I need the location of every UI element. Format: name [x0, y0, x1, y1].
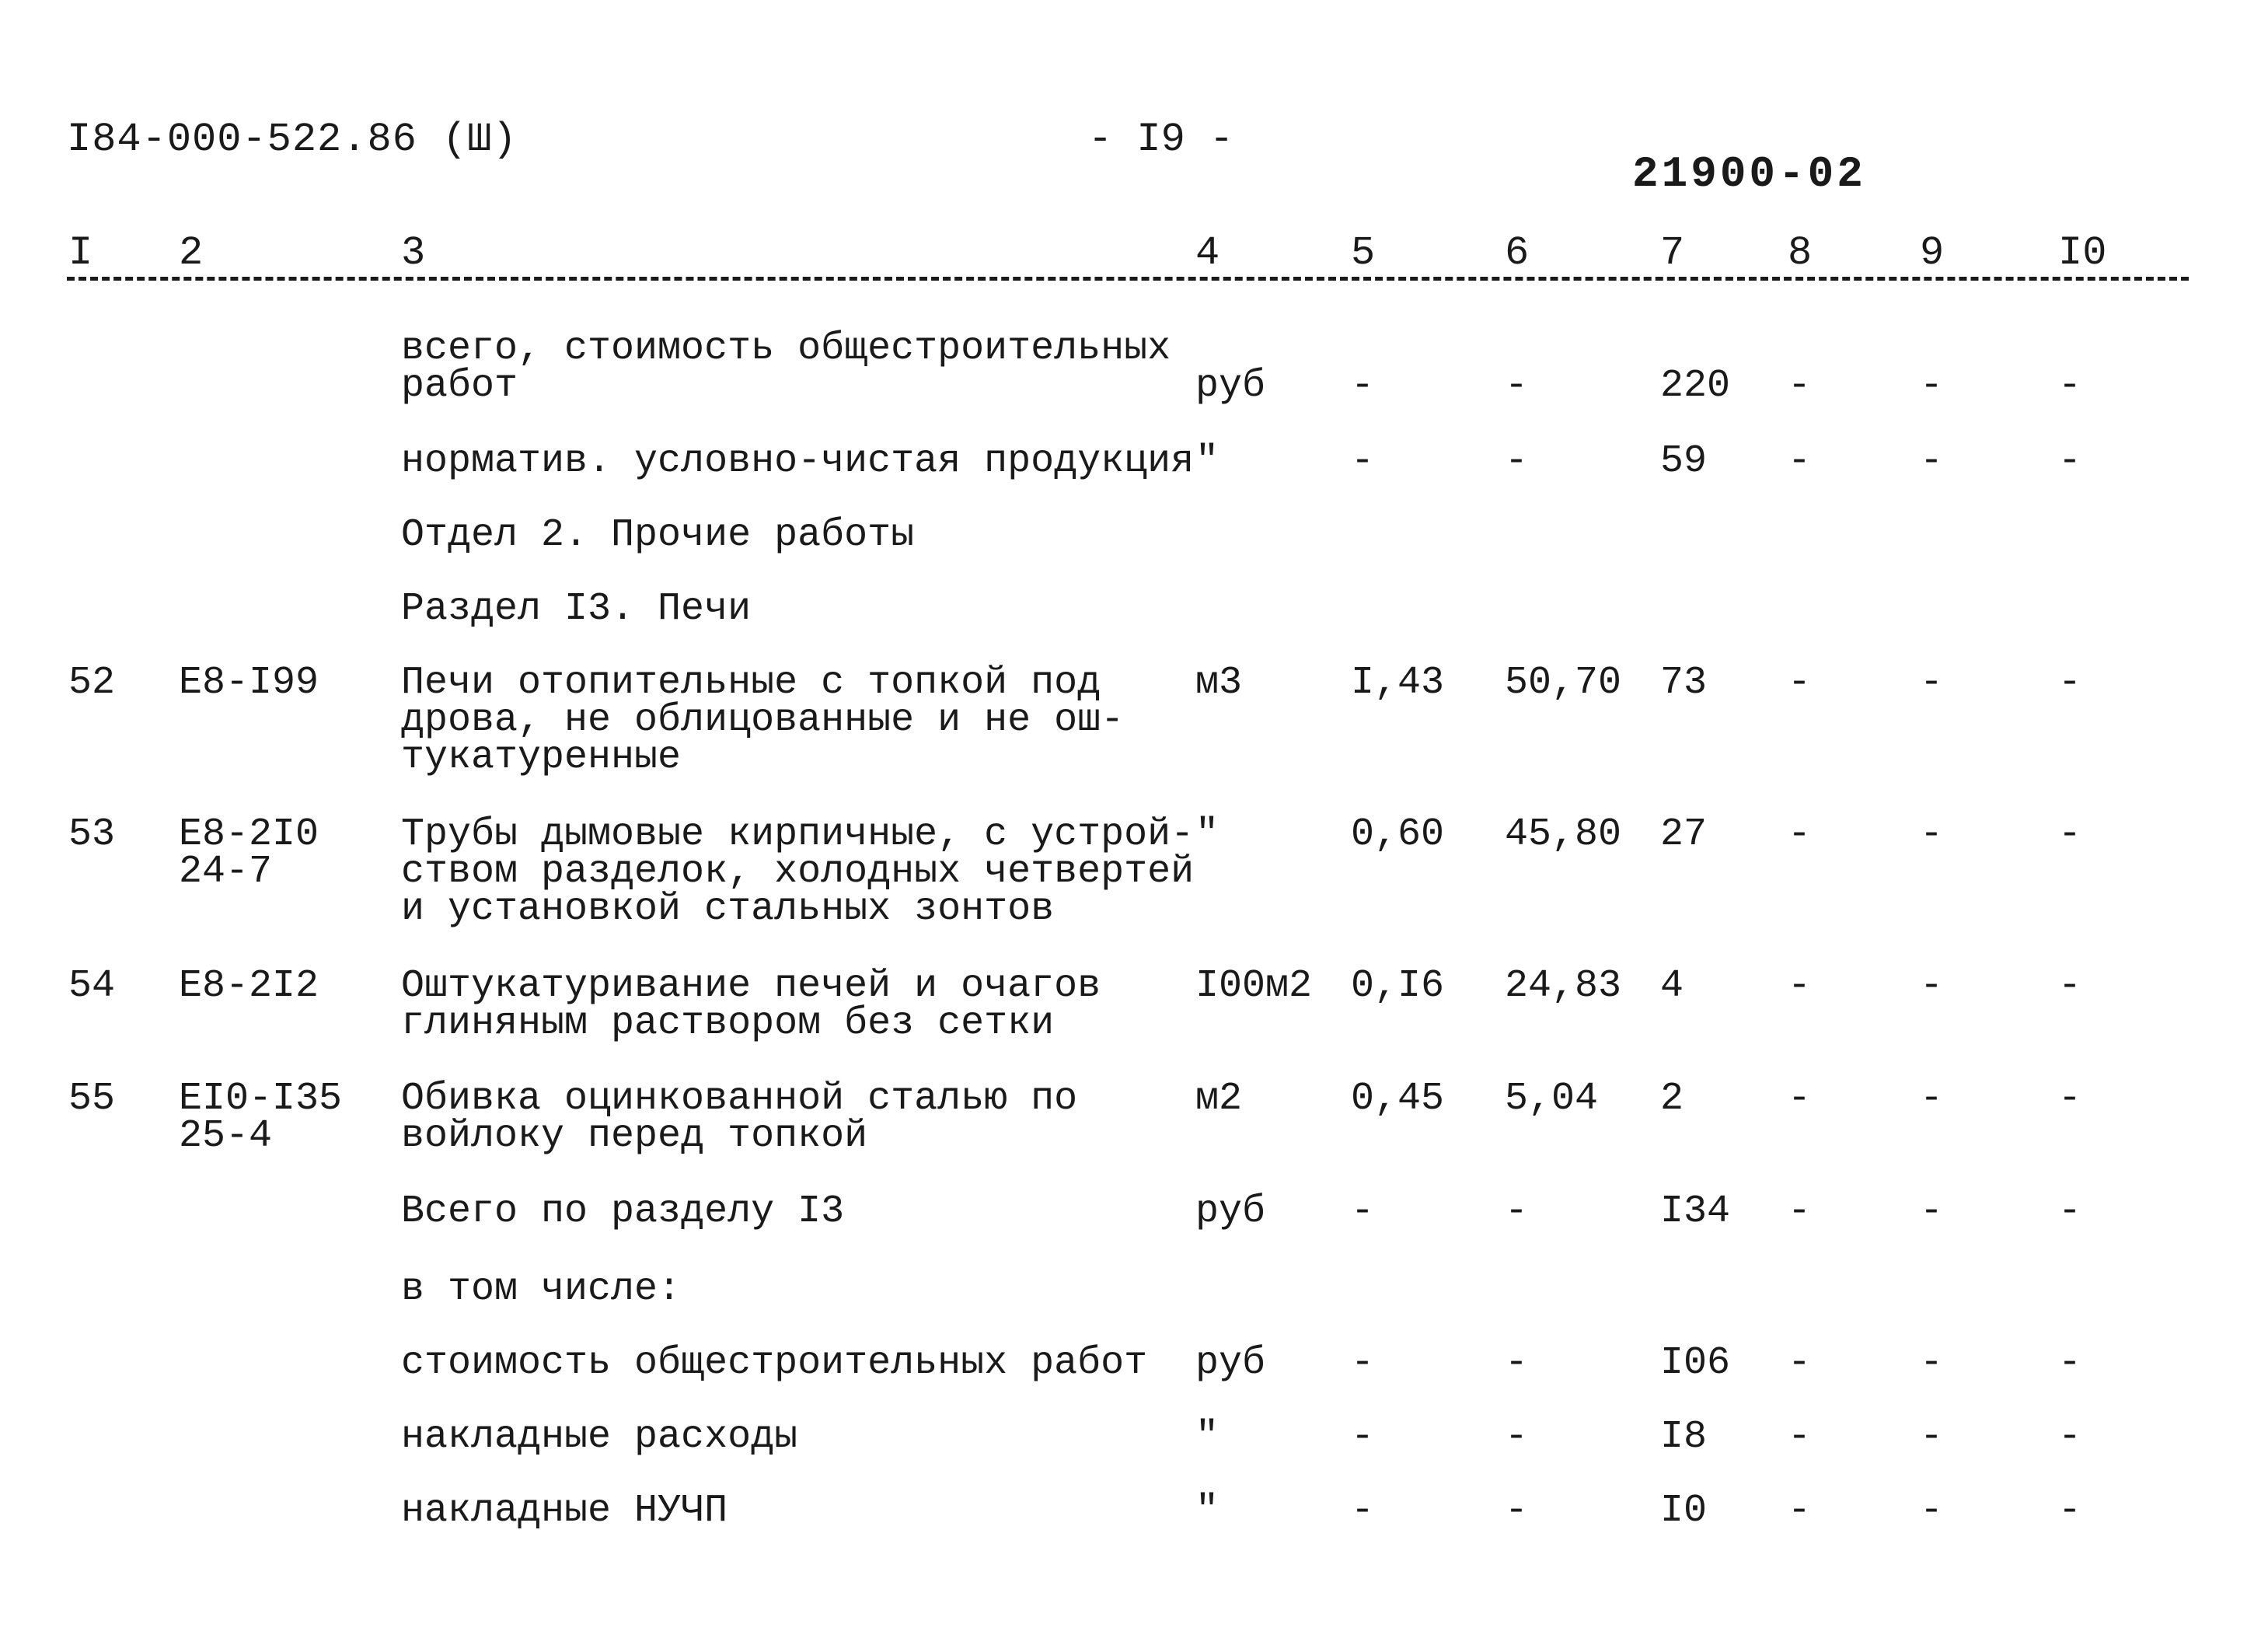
quantity: 0,I6 [1351, 964, 1445, 1008]
row-number: 55 [68, 1077, 116, 1121]
description-line: тукатуренные [401, 735, 682, 780]
column-number: 6 [1505, 230, 1530, 276]
document-code: I84-000-522.86 (Ш) [67, 117, 518, 162]
column-number: I0 [2058, 230, 2107, 276]
unit-price: - [1505, 1415, 1529, 1459]
unit: I00м2 [1195, 964, 1313, 1008]
work-description [401, 812, 1195, 931]
norm-code: Е8-I99 [179, 661, 319, 705]
col-10-value: - [2058, 1077, 2082, 1121]
description-line: Отдел 2. Прочие работы [401, 513, 915, 557]
column-number: I [68, 230, 93, 276]
total-cost: 4 [1660, 964, 1684, 1008]
col-8-value: - [1788, 1415, 1812, 1459]
column-number: 5 [1351, 230, 1376, 276]
total-cost: 27 [1660, 812, 1708, 857]
work-description [401, 661, 1125, 780]
unit-price: - [1505, 1489, 1529, 1533]
quantity: 0,60 [1351, 812, 1445, 857]
description-line: в том числе: [401, 1267, 682, 1311]
norm-code: Е8-2I0 24-7 [179, 812, 319, 894]
unit-price: - [1505, 1189, 1529, 1234]
description-line: Всего по разделу I3 [401, 1189, 845, 1234]
unit: " [1195, 439, 1219, 484]
col-9-value: - [1920, 661, 1944, 705]
col-9-value: - [1920, 1415, 1944, 1459]
col-9-value: - [1920, 1189, 1944, 1234]
unit-price: 45,80 [1505, 812, 1622, 857]
work-description [401, 1267, 682, 1311]
col-9-value: - [1920, 812, 1944, 857]
quantity: - [1351, 1189, 1375, 1234]
total-cost: 2 [1660, 1077, 1684, 1121]
row-number: 53 [68, 812, 116, 857]
unit: руб [1195, 364, 1266, 408]
column-number: 9 [1920, 230, 1945, 276]
work-description [401, 1415, 798, 1459]
description-line: норматив. условно-чистая продукция [401, 439, 1195, 484]
work-description [401, 439, 1195, 484]
quantity: 0,45 [1351, 1077, 1445, 1121]
column-number: 4 [1195, 230, 1220, 276]
work-description [401, 1341, 1148, 1385]
column-number: 3 [401, 230, 426, 276]
row-number: 54 [68, 964, 116, 1008]
column-number-header [0, 230, 2268, 277]
col-10-value: - [2058, 364, 2082, 408]
col-8-value: - [1788, 661, 1812, 705]
unit-price: - [1505, 439, 1529, 484]
work-description [401, 1077, 1078, 1158]
col-8-value: - [1788, 364, 1812, 408]
col-8-value: - [1788, 1489, 1812, 1533]
total-cost: I06 [1660, 1341, 1731, 1385]
description-line: стоимость общестроительных работ [401, 1341, 1148, 1385]
page-number: - I9 - [1088, 117, 1234, 162]
unit: " [1195, 1489, 1219, 1533]
description-line: ством разделок, холодных четвертей [401, 850, 1195, 894]
description-line: и установкой стальных зонтов [401, 887, 1055, 931]
col-10-value: - [2058, 1189, 2082, 1234]
document-stamp: 21900-02 [1632, 149, 1866, 199]
work-description [401, 964, 1101, 1046]
description-line: накладные НУЧП [401, 1489, 728, 1533]
col-8-value: - [1788, 1341, 1812, 1385]
description-line: Обивка оцинкованной сталью по [401, 1077, 1078, 1121]
description-line: войлоку перед топкой [401, 1114, 868, 1158]
col-8-value: - [1788, 1077, 1812, 1121]
unit: " [1195, 1415, 1219, 1459]
quantity: - [1351, 364, 1375, 408]
col-9-value: - [1920, 1489, 1944, 1533]
col-9-value: - [1920, 964, 1944, 1008]
description-line: накладные расходы [401, 1415, 798, 1459]
unit: " [1195, 812, 1219, 857]
norm-code: ЕI0-I35 25-4 [179, 1077, 343, 1158]
norm-code: Е8-2I2 [179, 964, 319, 1008]
col-10-value: - [2058, 661, 2082, 705]
unit-price: 24,83 [1505, 964, 1622, 1008]
total-cost: 59 [1660, 439, 1708, 484]
total-cost: 220 [1660, 364, 1731, 408]
col-8-value: - [1788, 1189, 1812, 1234]
quantity: - [1351, 1415, 1375, 1459]
col-10-value: - [2058, 1415, 2082, 1459]
total-cost: I34 [1660, 1189, 1731, 1234]
row-number: 52 [68, 661, 116, 705]
column-number: 7 [1660, 230, 1685, 276]
description-line: Раздел I3. Печи [401, 587, 752, 631]
description-line: Трубы дымовые кирпичные, с устрой- [401, 812, 1195, 857]
description-line: глиняным раствором без сетки [401, 1001, 1055, 1046]
total-cost: I0 [1660, 1489, 1708, 1533]
quantity: I,43 [1351, 661, 1445, 705]
col-10-value: - [2058, 964, 2082, 1008]
description-line: Оштукатуривание печей и очагов [401, 964, 1101, 1008]
quantity: - [1351, 1489, 1375, 1533]
unit: м3 [1195, 661, 1243, 705]
unit: руб [1195, 1189, 1266, 1234]
col-8-value: - [1788, 812, 1812, 857]
col-9-value: - [1920, 1341, 1944, 1385]
col-10-value: - [2058, 1341, 2082, 1385]
description-line: Печи отопительные с топкой под [401, 661, 1101, 705]
col-8-value: - [1788, 439, 1812, 484]
col-10-value: - [2058, 439, 2082, 484]
col-9-value: - [1920, 364, 1944, 408]
work-description [401, 1189, 845, 1234]
col-8-value: - [1788, 964, 1812, 1008]
description-line: дрова, не облицованные и не ош- [401, 698, 1125, 742]
header-rule [67, 277, 2189, 281]
col-9-value: - [1920, 1077, 1944, 1121]
total-cost: I8 [1660, 1415, 1708, 1459]
description-line: работ [401, 364, 518, 408]
total-cost: 73 [1660, 661, 1708, 705]
col-10-value: - [2058, 812, 2082, 857]
work-description [401, 327, 1171, 408]
column-number: 8 [1788, 230, 1813, 276]
work-description [401, 513, 915, 557]
col-9-value: - [1920, 439, 1944, 484]
quantity: - [1351, 439, 1375, 484]
unit: м2 [1195, 1077, 1243, 1121]
unit: руб [1195, 1341, 1266, 1385]
unit-price: 5,04 [1505, 1077, 1599, 1121]
work-description [401, 587, 752, 631]
quantity: - [1351, 1341, 1375, 1385]
description-line: всего, стоимость общестроительных [401, 327, 1171, 371]
unit-price: - [1505, 364, 1529, 408]
work-description [401, 1489, 728, 1533]
unit-price: - [1505, 1341, 1529, 1385]
col-10-value: - [2058, 1489, 2082, 1533]
column-number: 2 [179, 230, 204, 276]
unit-price: 50,70 [1505, 661, 1622, 705]
